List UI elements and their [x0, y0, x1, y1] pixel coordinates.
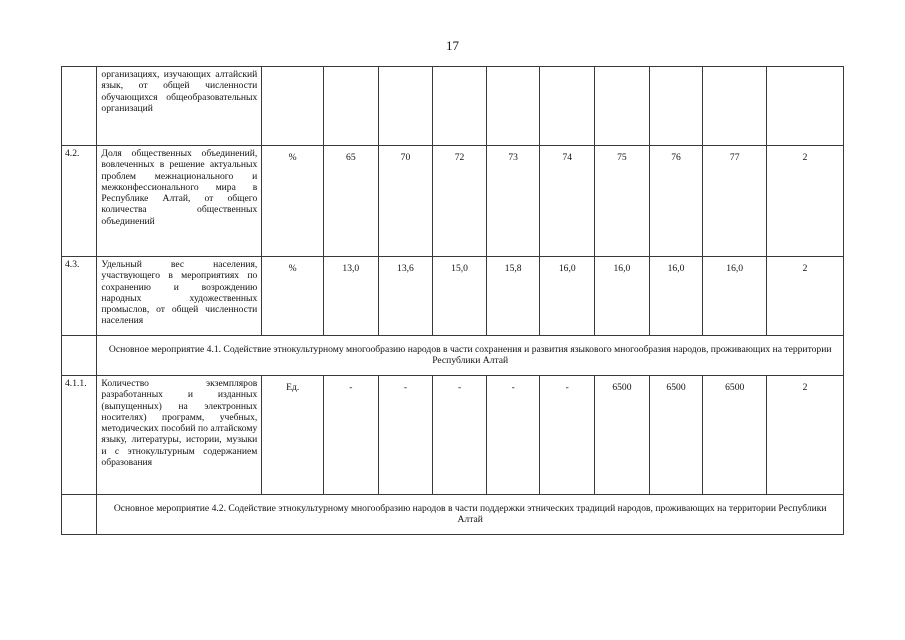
indicator-value: 65	[324, 146, 379, 257]
indicator-value: -	[540, 376, 595, 495]
indicator-value	[324, 67, 379, 146]
indicator-value	[486, 67, 540, 146]
indicator-value	[595, 67, 650, 146]
indicator-value: 15,8	[486, 257, 540, 336]
indicator-name: Количество экземпляров разработанных и изданных (выпущенных) на электронных носителях) программ, учебных, методических пособий по алтайскому языку, литературы, истории, музыки и с этнокультурным содержанием образования	[97, 376, 262, 495]
indicator-value	[540, 67, 595, 146]
indicator-value: 13,6	[378, 257, 433, 336]
section-row	[62, 336, 844, 376]
indicator-value: 16,0	[703, 257, 767, 336]
indicator-name: Удельный вес населения, участвующего в мероприятиях по сохранению и возрождению народных художественных промыслов, от общей численности населения	[97, 257, 262, 336]
indicator-value: 15,0	[433, 257, 487, 336]
indicator-number: 4.2.	[62, 146, 97, 257]
indicator-row	[62, 67, 844, 146]
indicator-value: 76	[649, 146, 703, 257]
indicator-last-value	[767, 67, 844, 146]
indicator-value: 70	[378, 146, 433, 257]
indicator-row	[62, 257, 844, 336]
indicator-value: 6500	[595, 376, 650, 495]
indicator-value: 77	[703, 146, 767, 257]
section-number-cell	[62, 495, 97, 535]
indicator-value: 74	[540, 146, 595, 257]
indicator-unit: Ед.	[262, 376, 324, 495]
table-body	[62, 67, 844, 535]
indicator-value: 13,0	[324, 257, 379, 336]
section-number-cell	[62, 336, 97, 376]
page-number: 17	[446, 38, 459, 53]
indicator-value: 72	[433, 146, 487, 257]
indicator-value: 6500	[703, 376, 767, 495]
indicator-value: -	[378, 376, 433, 495]
indicator-value	[433, 67, 487, 146]
indicator-value: 16,0	[649, 257, 703, 336]
indicator-last-value: 2	[767, 376, 844, 495]
indicator-last-value: 2	[767, 257, 844, 336]
indicator-value: -	[324, 376, 379, 495]
indicator-name: Доля общественных объединений, вовлеченных в решение актуальных проблем межнационального и межконфессионального мира в Республике Алтай, от общего количества общественных объединений	[97, 146, 262, 257]
indicator-value	[703, 67, 767, 146]
indicator-value	[649, 67, 703, 146]
indicator-last-value: 2	[767, 146, 844, 257]
indicator-value	[378, 67, 433, 146]
indicator-value: 75	[595, 146, 650, 257]
indicators-table	[61, 66, 844, 535]
indicator-unit: %	[262, 146, 324, 257]
indicator-value: -	[486, 376, 540, 495]
section-title: Основное мероприятие 4.1. Содействие этнокультурному многообразию народов в части сохранения и развития языкового многообразия народов, проживающих на территории Республики Алтай	[97, 336, 844, 376]
indicator-row	[62, 376, 844, 495]
indicator-value: 73	[486, 146, 540, 257]
section-row	[62, 495, 844, 535]
indicator-name: организациях, изучающих алтайский язык, от общей численности обучающихся общеобразовательных организаций	[97, 67, 262, 146]
section-title: Основное мероприятие 4.2. Содействие этнокультурному многообразию народов в части поддержки этнических традиций народов, проживающих на территории Республики Алтай	[97, 495, 844, 535]
indicator-unit	[262, 67, 324, 146]
indicator-value: 6500	[649, 376, 703, 495]
indicator-unit: %	[262, 257, 324, 336]
indicator-number	[62, 67, 97, 146]
indicator-number: 4.3.	[62, 257, 97, 336]
indicator-number: 4.1.1.	[62, 376, 97, 495]
indicator-row	[62, 146, 844, 257]
indicator-value: 16,0	[540, 257, 595, 336]
indicator-value: 16,0	[595, 257, 650, 336]
indicator-value: -	[433, 376, 487, 495]
